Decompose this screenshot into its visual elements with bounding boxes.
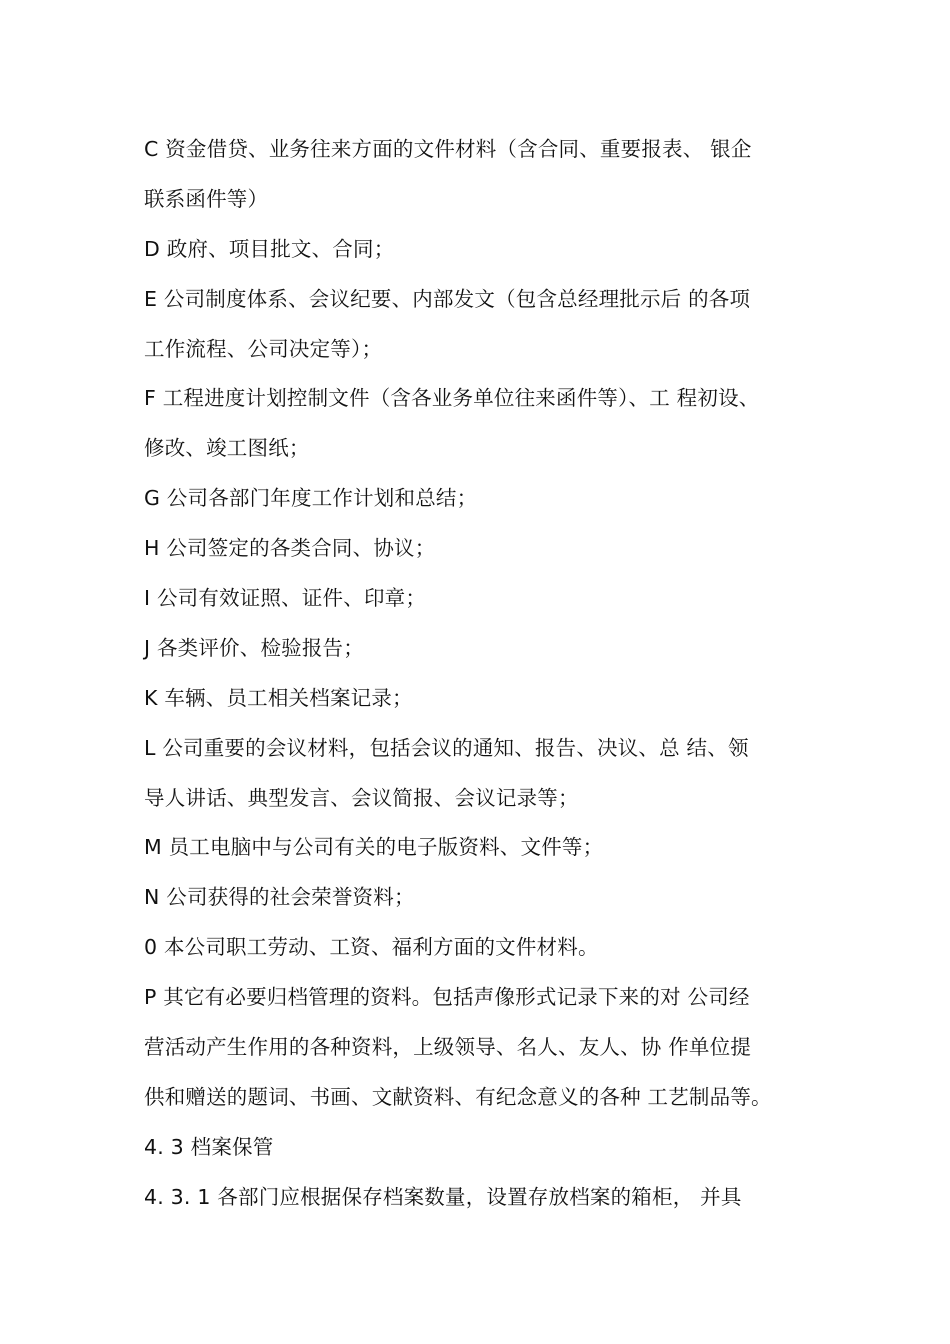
document-body — [144, 125, 834, 1223]
text-line-item-o: 0 本公司职工劳动、工资、福利方面的文件材料。 — [144, 935, 599, 960]
text-line-item-n: N 公司获得的社会荣誉资料； — [144, 885, 415, 910]
text-line-item-m: M 员工电脑中与公司有关的电子版资料、文件等； — [144, 835, 604, 860]
text-line-4-3-1: 4. 3. 1 各部门应根据保存档案数量，设置存放档案的箱柜， 并具 — [144, 1184, 742, 1209]
text-line-item-c: C 资金借贷、业务往来方面的文件材料（含合同、重要报表、 银企 — [144, 137, 752, 161]
text-line-item-l-cont: 导人讲话、典型发言、会议简报、会议记录等； — [144, 785, 579, 810]
text-line-item-e: E 公司制度体系、会议纪要、内部发文（包含总经理批示后 的各项 — [144, 286, 751, 311]
text-line-item-p: P 其它有必要归档管理的资料。包括声像形式记录下来的对 公司经 — [144, 985, 750, 1010]
text-line-item-k: K 车辆、员工相关档案记录； — [144, 685, 413, 710]
section-heading-4-3: 4. 3 档案保管 — [144, 1134, 274, 1159]
text-line-item-f-cont: 修改、竣工图纸； — [144, 436, 310, 461]
text-line-item-g: G 公司各部门年度工作计划和总结； — [144, 486, 478, 511]
text-line-item-l: L 公司重要的会议材料，包括会议的通知、报告、决议、总 结、领 — [144, 735, 749, 760]
text-line-item-p-cont-1: 营活动产生作用的各种资料，上级领导、名人、友人、协 作单位提 — [144, 1035, 752, 1060]
text-line-item-p-cont-2: 供和赠送的题词、书画、文献资料、有纪念意义的各种 工艺制品等。 — [144, 1084, 772, 1109]
text-line-item-h: H 公司签定的各类合同、协议； — [144, 536, 436, 561]
text-line-item-f: F 工程进度计划控制文件（含各业务单位往来函件等）、工 程初设、 — [144, 386, 760, 411]
text-line-item-e-cont: 工作流程、公司决定等）； — [144, 336, 383, 361]
text-line-item-d: D 政府、项目批文、合同； — [144, 236, 395, 261]
text-line-item-c-cont: 联系函件等） — [144, 186, 269, 211]
text-line-item-i: I 公司有效证照、证件、印章； — [144, 586, 427, 611]
text-line-item-j: J 各类评价、检验报告； — [144, 635, 364, 660]
